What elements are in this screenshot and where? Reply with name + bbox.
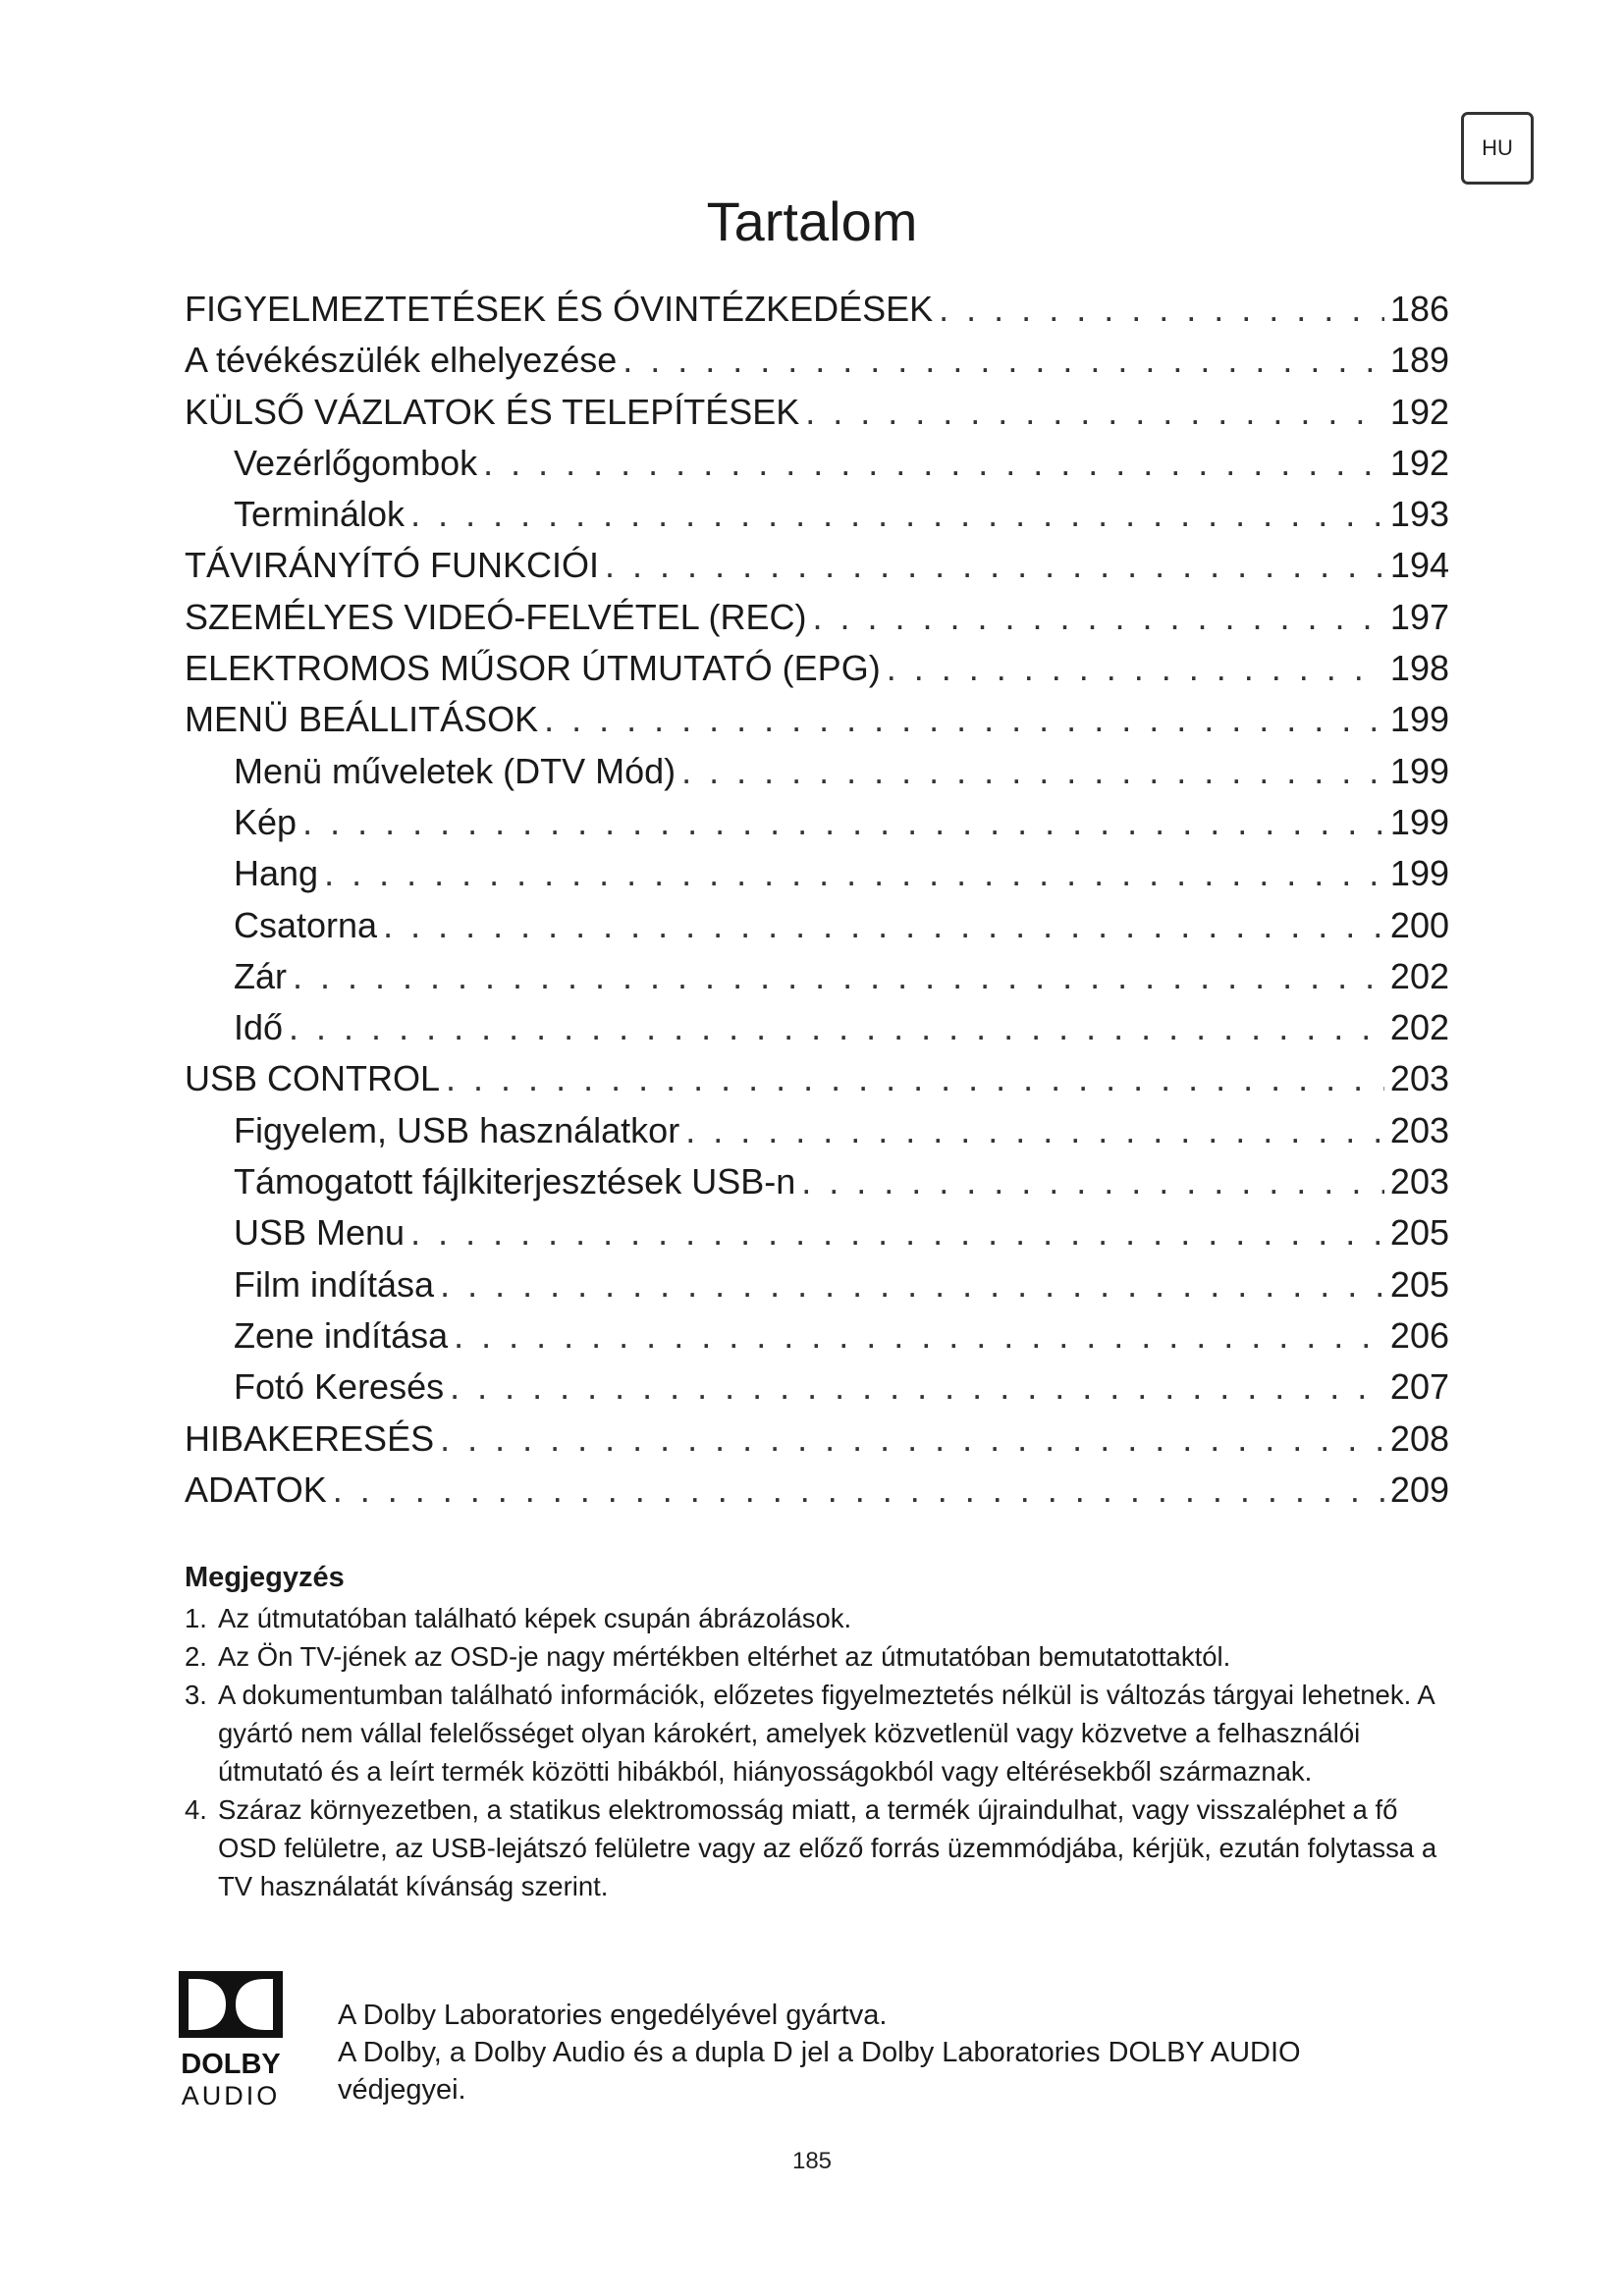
toc-entry-title: FIGYELMEZTETÉSEK ÉS ÓVINTÉZKEDÉSEK [185, 289, 934, 329]
toc-entry [185, 1156, 1449, 1207]
audio-word: AUDIO [181, 2081, 281, 2109]
note-text: Az Ön TV-jének az OSD-je nagy mértékben eltérhet az útmutatóban bemutatottaktól. [218, 1641, 1231, 1672]
toc-entry [185, 1362, 1449, 1413]
toc-entry-page: 197 [1389, 596, 1449, 637]
toc-entry-title: HIBAKERESÉS [185, 1417, 435, 1459]
toc-entry-page: 208 [1389, 1417, 1449, 1459]
toc-entry [185, 951, 1449, 1002]
toc-dot-leader [450, 1362, 1384, 1413]
note-number: 3. [185, 1680, 207, 1710]
toc-dot-leader [333, 1465, 1384, 1516]
note-number: 4. [185, 1794, 207, 1825]
toc-entry-page: 203 [1389, 1161, 1449, 1202]
toc-entry-title: Menü műveletek (DTV Mód) [234, 750, 677, 791]
dolby-audio-logo [177, 1971, 285, 2109]
toc-entry [185, 1465, 1449, 1516]
toc-dot-leader [544, 694, 1384, 745]
toc-dot-leader [685, 1105, 1384, 1156]
note-item [185, 1637, 1451, 1676]
toc-entry-title: Film indítása [234, 1263, 435, 1305]
note-item [185, 1676, 1451, 1790]
toc-dot-leader [939, 284, 1384, 335]
toc-entry-page: 194 [1389, 545, 1449, 586]
toc-entry [185, 489, 1449, 540]
toc-entry-title: Támogatott fájlkiterjesztések USB-n [234, 1161, 796, 1202]
toc-entry-title: TÁVIRÁNYÍTÓ FUNKCIÓI [185, 545, 600, 586]
toc-dot-leader [289, 1002, 1384, 1053]
toc-entry-page: 202 [1389, 955, 1449, 996]
toc-entry-title: Vezérlőgombok [234, 442, 478, 483]
note-text: Az útmutatóban található képek csupán ábrázolások. [218, 1603, 852, 1633]
toc-entry [185, 1310, 1449, 1362]
toc-entry [185, 643, 1449, 694]
toc-entry-title: ADATOK [185, 1468, 327, 1510]
toc-entry-title: Idő [234, 1007, 284, 1048]
notes-section [185, 1559, 1451, 1905]
note-number: 1. [185, 1603, 207, 1633]
dolby-line: védjegyei. [338, 2074, 466, 2106]
toc-dot-leader [410, 489, 1384, 540]
note-item [185, 1599, 1451, 1637]
toc-entry [185, 438, 1449, 489]
page-title: Tartalom [706, 190, 918, 252]
dolby-trademark-text [338, 1997, 1447, 2109]
toc-entry [185, 900, 1449, 951]
toc-entry-title: USB CONTROL [185, 1058, 441, 1099]
toc-dot-leader [440, 1414, 1384, 1465]
toc-entry-page: 206 [1389, 1314, 1449, 1356]
notes-list [185, 1599, 1451, 1905]
note-item [185, 1790, 1451, 1905]
toc-entry-page: 199 [1389, 750, 1449, 791]
toc-dot-leader [410, 1207, 1384, 1258]
dolby-word: DOLBY [181, 2049, 281, 2080]
toc-dot-leader [623, 335, 1384, 386]
toc-entry-title: A tévékészülék elhelyezése [185, 340, 618, 381]
toc-entry [185, 797, 1449, 848]
toc-entry [185, 1053, 1449, 1104]
table-of-contents [185, 284, 1449, 1516]
toc-dot-leader [302, 797, 1384, 848]
note-text: A dokumentumban található információk, előzetes figyelmeztetés nélkül is változás tárgyai lehetnek. A gyártó nem vállal felelősséget olyan károkért, amelyek közvetlenül vagy közvetve a felhasználói útmutató és a leírt termék közötti hibákból, hiányosságokból vagy eltérésekből származnak. [218, 1680, 1435, 1787]
toc-entry-page: 189 [1389, 340, 1449, 381]
toc-entry-page: 186 [1389, 289, 1449, 329]
toc-entry-page: 202 [1389, 1007, 1449, 1048]
dolby-line: A Dolby Laboratories engedélyével gyártva. [338, 2000, 888, 2031]
toc-entry-title: Figyelem, USB használatkor [234, 1109, 680, 1150]
toc-entry [185, 848, 1449, 899]
toc-dot-leader [324, 848, 1384, 899]
toc-dot-leader [383, 900, 1384, 951]
toc-entry-page: 200 [1389, 904, 1449, 945]
toc-dot-leader [440, 1259, 1384, 1310]
dolby-line: A Dolby, a Dolby Audio és a dupla D jel a Dolby Laboratories DOLBY AUDIO [338, 2037, 1301, 2068]
toc-entry [185, 1002, 1449, 1053]
toc-entry-page: 199 [1389, 801, 1449, 842]
toc-entry [185, 592, 1449, 643]
note-number: 2. [185, 1641, 207, 1672]
toc-entry-page: 205 [1389, 1263, 1449, 1305]
toc-entry-title: Hang [234, 853, 319, 894]
toc-entry-title: ELEKTROMOS MŰSOR ÚTMUTATÓ (EPG) [185, 648, 881, 689]
toc-entry [185, 387, 1449, 438]
note-text: Száraz környezetben, a statikus elektromosság miatt, a termék újraindulhat, vagy visszaléphet a fő OSD felületre, az USB-lejátszó felületre vagy az előző forrás üzemmódjába, kérjük, ezután folytassa a TV használatát kívánság szerint. [218, 1794, 1437, 1901]
toc-entry-page: 198 [1389, 648, 1449, 689]
toc-entry-page: 192 [1389, 391, 1449, 432]
toc-dot-leader [446, 1053, 1384, 1104]
toc-dot-leader [293, 951, 1384, 1002]
toc-entry-title: KÜLSŐ VÁZLATOK ÉS TELEPÍTÉSEK [185, 391, 800, 432]
toc-entry-title: USB Menu [234, 1212, 406, 1254]
toc-entry [185, 694, 1449, 745]
toc-entry [185, 746, 1449, 797]
language-badge: HU [1461, 112, 1534, 185]
notes-heading: Megjegyzés [185, 1562, 345, 1593]
toc-dot-leader [801, 1156, 1384, 1207]
toc-entry-page: 203 [1389, 1058, 1449, 1099]
toc-entry-title: Terminálok [234, 494, 406, 535]
toc-entry [185, 335, 1449, 386]
toc-entry [185, 1414, 1449, 1465]
page-number: 185 [791, 2148, 833, 2174]
toc-entry-title: Csatorna [234, 904, 378, 945]
toc-entry [185, 1105, 1449, 1156]
toc-dot-leader [483, 438, 1384, 489]
toc-entry-title: MENÜ BEÁLLITÁSOK [185, 699, 539, 740]
toc-dot-leader [887, 643, 1384, 694]
toc-dot-leader [454, 1310, 1384, 1362]
toc-entry-title: SZEMÉLYES VIDEÓ-FELVÉTEL (REC) [185, 596, 807, 637]
toc-entry-title: Zár [234, 955, 287, 996]
toc-entry-page: 207 [1389, 1366, 1449, 1408]
toc-entry-page: 203 [1389, 1109, 1449, 1150]
toc-entry-page: 192 [1389, 442, 1449, 483]
toc-entry [185, 1259, 1449, 1310]
toc-entry-title: Zene indítása [234, 1314, 449, 1356]
toc-entry-page: 199 [1389, 699, 1449, 740]
toc-dot-leader [812, 592, 1383, 643]
toc-entry-title: Kép [234, 801, 298, 842]
toc-entry-title: Fotó Keresés [234, 1366, 445, 1408]
toc-entry [185, 1207, 1449, 1258]
toc-entry-page: 193 [1389, 494, 1449, 535]
toc-dot-leader [681, 746, 1384, 797]
toc-dot-leader [605, 540, 1384, 591]
toc-entry [185, 540, 1449, 591]
toc-entry-page: 205 [1389, 1212, 1449, 1254]
toc-dot-leader [805, 387, 1384, 438]
toc-entry-page: 209 [1389, 1468, 1449, 1510]
toc-entry [185, 284, 1449, 335]
toc-entry-page: 199 [1389, 853, 1449, 894]
